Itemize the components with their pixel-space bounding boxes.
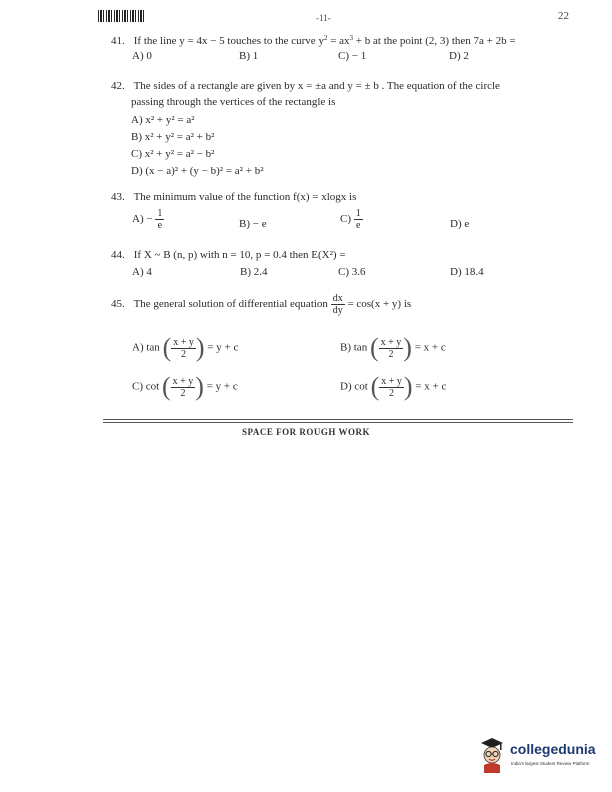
denominator: 2: [180, 387, 186, 399]
denominator: e: [157, 220, 163, 231]
option-expression: (x − a)² + (y − b)² = a² + b²: [145, 165, 264, 177]
option-a[interactable]: [132, 335, 238, 361]
option-expression: x² + y² = a² + b²: [144, 131, 215, 143]
option-expression: x² + y² = a² − b²: [144, 148, 215, 160]
superscript: 2: [323, 34, 328, 42]
option-a[interactable]: [131, 113, 195, 127]
fraction: [379, 376, 404, 399]
question-44: [111, 248, 346, 262]
rhs: = y + c: [206, 380, 238, 393]
option-c[interactable]: [132, 374, 238, 400]
fraction: [171, 376, 196, 399]
fraction: [155, 208, 164, 231]
option-label: C): [340, 213, 351, 226]
question-text-line-2: passing through the vertices of the rectangle is: [131, 96, 336, 108]
option-a[interactable]: A) 4: [132, 266, 152, 278]
corner-number: 22: [558, 10, 569, 22]
function-name: tan: [353, 341, 368, 354]
question-text: + b at the point (2, 3) then 7a + 2b =: [353, 35, 516, 47]
fraction: [354, 208, 363, 231]
collegedunia-logo: [478, 735, 608, 775]
option-label: A): [132, 213, 144, 226]
barcode: [98, 10, 144, 22]
fraction: [171, 337, 196, 360]
option-d[interactable]: D) e: [450, 218, 470, 230]
numerator: x + y: [173, 336, 194, 348]
option-expression: x² + y² = a²: [145, 114, 195, 126]
rhs: = y + c: [207, 341, 239, 354]
option-c[interactable]: [131, 147, 214, 161]
question-43: [111, 190, 356, 204]
function-name: cot: [354, 380, 368, 393]
logo-name: collegedunia: [510, 741, 596, 757]
option-b[interactable]: [131, 130, 214, 144]
question-number: 44.: [111, 249, 125, 261]
parenthesized-fraction: ( $\frac{x + y}{2}$ ): [161, 372, 204, 401]
rhs: = x + c: [414, 341, 446, 354]
function-name: cot: [145, 380, 160, 393]
option-c[interactable]: C) 3.6: [338, 266, 366, 278]
option-label: B): [340, 341, 351, 354]
option-label: D): [340, 380, 352, 393]
rough-work-label: SPACE FOR ROUGH WORK: [242, 427, 370, 437]
parenthesized-fraction: ( $\frac{x + y}{2}$ ): [162, 333, 205, 362]
superscript: 3: [349, 34, 354, 42]
option-label: A): [132, 341, 144, 354]
denominator: 2: [181, 348, 187, 360]
option-label: A): [131, 114, 143, 126]
denominator: e: [356, 220, 361, 231]
question-text: If X ~ B (n, p) with n = 10, p = 0.4 then E(X²) =: [133, 249, 346, 261]
function-name: tan: [146, 341, 160, 354]
option-a[interactable]: [132, 208, 164, 231]
numerator: x + y: [380, 336, 402, 348]
option-b[interactable]: B) 2.4: [240, 266, 268, 278]
question-text-tail: = cos(x + y) is: [347, 298, 412, 311]
parenthesized-fraction: ( $\frac{x + y}{2}$ ): [369, 333, 412, 362]
denominator: 2: [388, 348, 394, 360]
question-text: The minimum value of the function f(x) = xlogx is: [133, 191, 357, 203]
option-label: C): [131, 148, 142, 160]
option-label: D): [131, 165, 143, 177]
question-number: 41.: [111, 35, 125, 47]
divider-line: [103, 419, 573, 420]
numerator: 1: [157, 208, 163, 219]
question-number: 42.: [111, 80, 125, 92]
option-d[interactable]: [340, 374, 446, 400]
denominator: dy: [332, 305, 343, 316]
question-41: [111, 31, 516, 48]
option-b[interactable]: [340, 335, 446, 361]
question-number: 45.: [111, 298, 125, 311]
option-d[interactable]: D) 18.4: [450, 266, 484, 278]
option-d[interactable]: [131, 164, 264, 178]
option-b[interactable]: B) − e: [239, 218, 267, 230]
question-text: If the line y = 4x − 5 touches to the curve y: [133, 35, 324, 47]
option-d[interactable]: D) 2: [449, 50, 469, 62]
numerator: 1: [355, 208, 361, 219]
numerator: dx: [332, 293, 343, 304]
numerator: x + y: [172, 375, 194, 387]
question-text: The general solution of differential equation: [133, 298, 328, 311]
denominator: 2: [389, 387, 395, 399]
minus-sign: −: [146, 213, 153, 226]
question-text: The sides of a rectangle are given by x = ±a and y = ± b . The equation of the circle: [133, 80, 500, 92]
option-label: C): [132, 380, 143, 393]
option-c[interactable]: [340, 208, 363, 231]
divider-line: [103, 422, 573, 423]
question-text: = ax: [327, 35, 350, 47]
rhs: = x + c: [415, 380, 447, 393]
option-c[interactable]: C) − 1: [338, 50, 367, 62]
question-number: 43.: [111, 191, 125, 203]
option-b[interactable]: B) 1: [239, 50, 259, 62]
derivative-fraction: [331, 293, 345, 316]
logo-tagline: India's largest Student Review Platform: [511, 761, 590, 766]
question-45: [111, 293, 411, 316]
page-number: -11-: [316, 13, 331, 23]
option-a[interactable]: A) 0: [132, 50, 152, 62]
question-42: [111, 79, 500, 93]
fraction: [379, 337, 404, 360]
option-label: B): [131, 131, 142, 143]
numerator: x + y: [381, 375, 402, 387]
parenthesized-fraction: ( $\frac{x + y}{2}$ ): [370, 372, 413, 401]
student-mascot-icon: [478, 735, 506, 773]
